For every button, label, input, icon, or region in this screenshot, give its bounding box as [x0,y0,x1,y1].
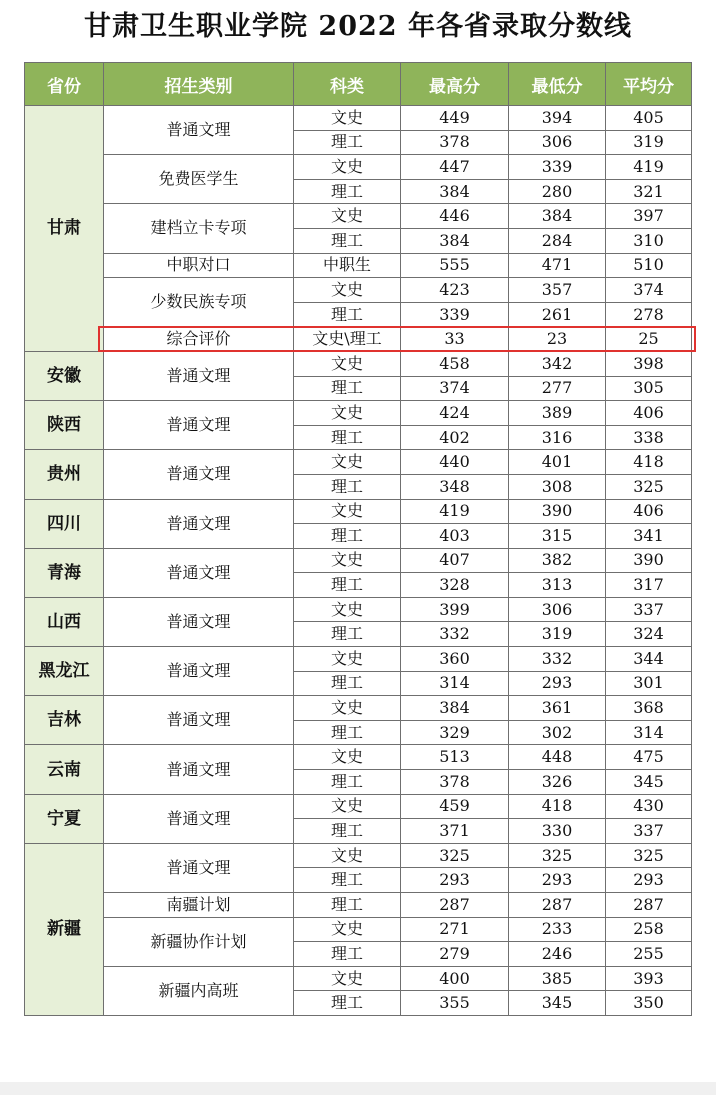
max-score-cell: 325 [401,843,509,868]
category-cell: 免费医学生 [104,155,294,204]
subject-cell: 文史 [294,548,401,573]
subject-cell: 理工 [294,893,401,918]
max-score-cell: 384 [401,696,509,721]
avg-score-cell: 397 [606,204,692,229]
subject-cell: 文史 [294,794,401,819]
category-cell: 普通文理 [104,106,294,155]
province-cell: 安徽 [25,351,104,400]
subject-cell: 理工 [294,868,401,893]
min-score-cell: 306 [509,130,606,155]
min-score-cell: 332 [509,647,606,672]
avg-score-cell: 325 [606,474,692,499]
avg-score-cell: 321 [606,179,692,204]
province-cell: 宁夏 [25,794,104,843]
subject-cell: 中职生 [294,253,401,278]
category-cell: 新疆协作计划 [104,917,294,966]
category-cell: 普通文理 [104,696,294,745]
min-score-cell: 284 [509,228,606,253]
table-header-row [25,63,692,106]
max-score-cell: 329 [401,720,509,745]
max-score-cell: 314 [401,671,509,696]
avg-score-cell: 345 [606,770,692,795]
subject-cell: 理工 [294,573,401,598]
subject-cell: 文史 [294,278,401,303]
table-row [25,843,692,868]
avg-score-cell: 287 [606,893,692,918]
category-cell: 普通文理 [104,401,294,450]
table-row [25,155,692,180]
province-cell: 甘肃 [25,106,104,352]
subject-cell: 文史 [294,499,401,524]
avg-score-cell: 390 [606,548,692,573]
subject-cell: 理工 [294,179,401,204]
avg-score-cell: 337 [606,819,692,844]
avg-score-cell: 405 [606,106,692,131]
avg-score-cell: 510 [606,253,692,278]
max-score-cell: 458 [401,351,509,376]
header-avg-score: 平均分 [606,63,692,106]
min-score-cell: 448 [509,745,606,770]
min-score-cell: 302 [509,720,606,745]
category-cell: 普通文理 [104,843,294,892]
category-cell: 综合评价 [104,327,294,352]
min-score-cell: 389 [509,401,606,426]
table-row [25,794,692,819]
avg-score-cell: 310 [606,228,692,253]
avg-score-cell: 25 [606,327,692,352]
min-score-cell: 401 [509,450,606,475]
table-row [25,106,692,131]
max-score-cell: 339 [401,302,509,327]
avg-score-cell: 293 [606,868,692,893]
category-cell: 普通文理 [104,548,294,597]
avg-score-cell: 319 [606,130,692,155]
max-score-cell: 555 [401,253,509,278]
max-score-cell: 403 [401,524,509,549]
max-score-cell: 384 [401,179,509,204]
max-score-cell: 440 [401,450,509,475]
table-row [25,278,692,303]
subject-cell: 理工 [294,524,401,549]
min-score-cell: 385 [509,966,606,991]
subject-cell: 文史\理工 [294,327,401,352]
subject-cell: 文史 [294,696,401,721]
max-score-cell: 371 [401,819,509,844]
min-score-cell: 277 [509,376,606,401]
min-score-cell: 306 [509,597,606,622]
min-score-cell: 246 [509,942,606,967]
max-score-cell: 424 [401,401,509,426]
table-row [25,917,692,942]
min-score-cell: 316 [509,425,606,450]
avg-score-cell: 255 [606,942,692,967]
province-cell: 新疆 [25,843,104,1015]
max-score-cell: 446 [401,204,509,229]
subject-cell: 理工 [294,228,401,253]
avg-score-cell: 338 [606,425,692,450]
province-cell: 贵州 [25,450,104,499]
min-score-cell: 339 [509,155,606,180]
max-score-cell: 332 [401,622,509,647]
min-score-cell: 319 [509,622,606,647]
subject-cell: 文史 [294,106,401,131]
max-score-cell: 348 [401,474,509,499]
subject-cell: 文史 [294,647,401,672]
table-row [25,351,692,376]
subject-cell: 理工 [294,376,401,401]
avg-score-cell: 419 [606,155,692,180]
province-cell: 云南 [25,745,104,794]
category-cell: 普通文理 [104,745,294,794]
avg-score-cell: 406 [606,401,692,426]
category-cell: 南疆计划 [104,893,294,918]
table-row [25,548,692,573]
category-cell: 普通文理 [104,597,294,646]
table-row [25,893,692,918]
avg-score-cell: 258 [606,917,692,942]
category-cell: 普通文理 [104,647,294,696]
province-cell: 黑龙江 [25,647,104,696]
table-row [25,745,692,770]
avg-score-cell: 398 [606,351,692,376]
max-score-cell: 33 [401,327,509,352]
max-score-cell: 400 [401,966,509,991]
avg-score-cell: 418 [606,450,692,475]
category-cell: 中职对口 [104,253,294,278]
avg-score-cell: 430 [606,794,692,819]
category-cell: 普通文理 [104,499,294,548]
table-row [25,253,692,278]
avg-score-cell: 368 [606,696,692,721]
max-score-cell: 399 [401,597,509,622]
subject-cell: 理工 [294,474,401,499]
subject-cell: 文史 [294,450,401,475]
avg-score-cell: 325 [606,843,692,868]
table-body [25,106,692,1016]
min-score-cell: 345 [509,991,606,1016]
min-score-cell: 280 [509,179,606,204]
table-row [25,327,692,352]
min-score-cell: 330 [509,819,606,844]
header-max-score: 最高分 [401,63,509,106]
subject-cell: 理工 [294,991,401,1016]
subject-cell: 理工 [294,770,401,795]
subject-cell: 文史 [294,843,401,868]
max-score-cell: 360 [401,647,509,672]
min-score-cell: 325 [509,843,606,868]
avg-score-cell: 317 [606,573,692,598]
header-category: 招生类别 [104,63,294,106]
max-score-cell: 423 [401,278,509,303]
subject-cell: 理工 [294,425,401,450]
avg-score-cell: 344 [606,647,692,672]
subject-cell: 文史 [294,351,401,376]
max-score-cell: 293 [401,868,509,893]
header-subject: 科类 [294,63,401,106]
header-province: 省份 [25,63,104,106]
max-score-cell: 449 [401,106,509,131]
province-cell: 陕西 [25,401,104,450]
avg-score-cell: 324 [606,622,692,647]
min-score-cell: 471 [509,253,606,278]
max-score-cell: 407 [401,548,509,573]
avg-score-cell: 305 [606,376,692,401]
subject-cell: 文史 [294,966,401,991]
subject-cell: 文史 [294,597,401,622]
avg-score-cell: 350 [606,991,692,1016]
min-score-cell: 382 [509,548,606,573]
category-cell: 普通文理 [104,351,294,400]
min-score-cell: 342 [509,351,606,376]
province-cell: 青海 [25,548,104,597]
category-cell: 建档立卡专项 [104,204,294,253]
min-score-cell: 261 [509,302,606,327]
max-score-cell: 328 [401,573,509,598]
province-cell: 吉林 [25,696,104,745]
min-score-cell: 233 [509,917,606,942]
avg-score-cell: 341 [606,524,692,549]
subject-cell: 文史 [294,155,401,180]
min-score-cell: 293 [509,671,606,696]
max-score-cell: 459 [401,794,509,819]
max-score-cell: 513 [401,745,509,770]
max-score-cell: 378 [401,770,509,795]
avg-score-cell: 475 [606,745,692,770]
subject-cell: 文史 [294,204,401,229]
table-row [25,597,692,622]
max-score-cell: 402 [401,425,509,450]
min-score-cell: 293 [509,868,606,893]
header-min-score: 最低分 [509,63,606,106]
max-score-cell: 378 [401,130,509,155]
category-cell: 普通文理 [104,450,294,499]
admission-score-table [24,62,692,1016]
min-score-cell: 384 [509,204,606,229]
min-score-cell: 326 [509,770,606,795]
table-row [25,204,692,229]
table-row [25,647,692,672]
min-score-cell: 287 [509,893,606,918]
avg-score-cell: 314 [606,720,692,745]
table-row [25,450,692,475]
avg-score-cell: 278 [606,302,692,327]
min-score-cell: 315 [509,524,606,549]
min-score-cell: 361 [509,696,606,721]
min-score-cell: 394 [509,106,606,131]
min-score-cell: 313 [509,573,606,598]
category-cell: 普通文理 [104,794,294,843]
subject-cell: 理工 [294,720,401,745]
subject-cell: 理工 [294,622,401,647]
page-title: 甘肃卫生职业学院 2022 年各省录取分数线 [84,11,632,42]
subject-cell: 理工 [294,819,401,844]
avg-score-cell: 337 [606,597,692,622]
max-score-cell: 419 [401,499,509,524]
avg-score-cell: 406 [606,499,692,524]
footer-bar [0,1082,716,1095]
max-score-cell: 447 [401,155,509,180]
max-score-cell: 271 [401,917,509,942]
table-row [25,401,692,426]
province-cell: 四川 [25,499,104,548]
table-row [25,696,692,721]
subject-cell: 理工 [294,671,401,696]
max-score-cell: 374 [401,376,509,401]
subject-cell: 文史 [294,745,401,770]
avg-score-cell: 374 [606,278,692,303]
subject-cell: 理工 [294,130,401,155]
min-score-cell: 308 [509,474,606,499]
min-score-cell: 357 [509,278,606,303]
subject-cell: 文史 [294,917,401,942]
avg-score-cell: 301 [606,671,692,696]
subject-cell: 理工 [294,942,401,967]
avg-score-cell: 393 [606,966,692,991]
table-row [25,966,692,991]
category-cell: 少数民族专项 [104,278,294,327]
max-score-cell: 384 [401,228,509,253]
max-score-cell: 287 [401,893,509,918]
table-row [25,499,692,524]
category-cell: 新疆内高班 [104,966,294,1015]
subject-cell: 文史 [294,401,401,426]
subject-cell: 理工 [294,302,401,327]
max-score-cell: 355 [401,991,509,1016]
min-score-cell: 390 [509,499,606,524]
min-score-cell: 418 [509,794,606,819]
min-score-cell: 23 [509,327,606,352]
max-score-cell: 279 [401,942,509,967]
province-cell: 山西 [25,597,104,646]
